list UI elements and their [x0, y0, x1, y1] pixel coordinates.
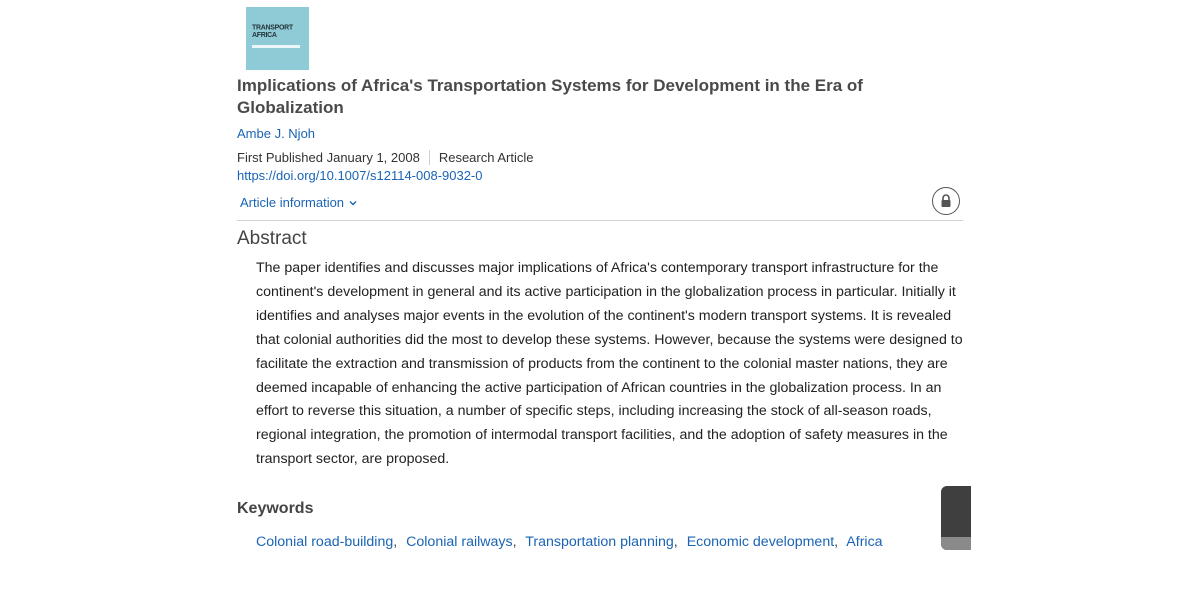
keywords-heading: Keywords: [237, 500, 314, 517]
article-title: Implications of Africa's Transportation Systems for Development in the Era of Globalization: [237, 76, 863, 117]
chevron-down-icon: [348, 198, 358, 208]
keyword-separator: ,: [393, 534, 398, 550]
keyword-link[interactable]: Colonial road-building: [256, 534, 394, 550]
publication-meta: [237, 150, 533, 165]
journal-cover-title: TRANSPORT AFRICA: [252, 24, 293, 40]
header-divider: [237, 220, 963, 221]
meta-divider: [429, 150, 430, 165]
article-information-toggle[interactable]: [240, 195, 358, 210]
journal-cover-stripe: [252, 45, 300, 48]
article-information-label: Article information: [240, 195, 345, 210]
side-tools-tab-strip: [941, 537, 971, 550]
doi-link[interactable]: https://doi.org/10.1007/s12114-008-9032-0: [237, 168, 483, 183]
article-type: Research Article: [438, 150, 534, 165]
keyword-link[interactable]: Economic development: [686, 534, 835, 550]
keyword-separator: ,: [512, 534, 517, 550]
published-date: First Published January 1, 2008: [237, 150, 420, 165]
keyword-separator: ,: [673, 534, 678, 550]
keywords-list: [256, 532, 883, 552]
keyword-separator: ,: [834, 534, 839, 550]
keyword-link[interactable]: Africa: [846, 534, 883, 550]
lock-icon: [940, 194, 952, 208]
journal-cover-thumbnail[interactable]: [246, 7, 309, 70]
keyword-link[interactable]: Colonial railways: [406, 534, 513, 550]
author-link[interactable]: Ambe J. Njoh: [237, 126, 316, 141]
keyword-link[interactable]: Transportation planning: [525, 534, 674, 550]
side-tools-tab[interactable]: [941, 486, 971, 550]
abstract-text: The paper identifies and discusses major implications of Africa's contemporary transport infrastructure for the continent's development in general and its active participation in the globalization process in particular. Initially it identifies and analyses major events in the evolution of the continent's modern transport systems. It is revealed that colonial authorities did the most to develop these systems. However, because the systems were designed to facilitate the extraction and transmission of products from the continent to the colonial master nations, they are deemed incapable of enhancing the active participation of African countries in the globalization process. In an effort to reverse this situation, a number of specific steps, including increasing the stock of all-season roads, regional integration, the promotion of intermodal transport facilities, and the adoption of safety measures in the transport sector, are proposed.: [256, 260, 963, 468]
access-lock-button[interactable]: [932, 187, 960, 215]
abstract-heading: Abstract: [237, 228, 307, 249]
